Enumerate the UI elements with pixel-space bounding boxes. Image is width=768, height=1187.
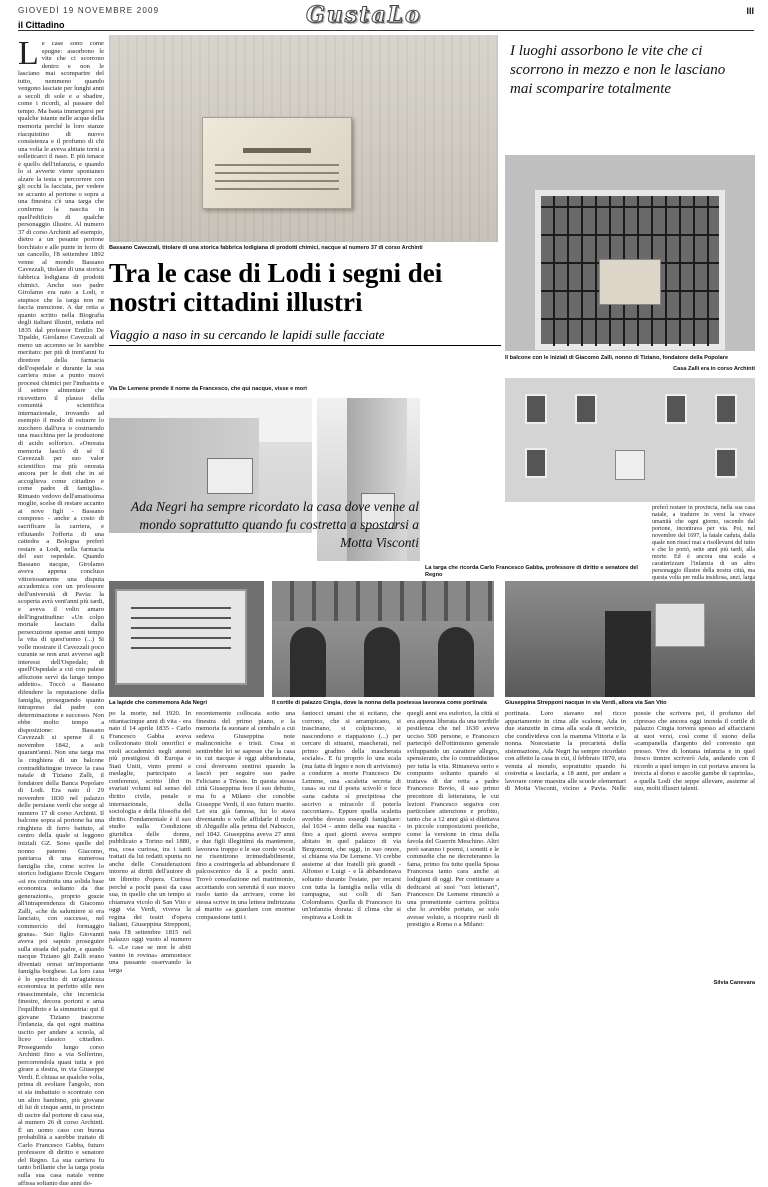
caption-zalli-balcony: Il balcone con le iniziali di Giacomo Zalli, nonno di Tiziano, fondatore della Popolare [505, 355, 729, 361]
caption-casa-zalli: Casa Zalli era in corso Archinti [673, 366, 755, 372]
page-number: III [746, 6, 754, 16]
caption-palazzo-cingia: Il cortile di palazzo Cingia, dove la nonna della poetessa lavorava come portinaia [272, 700, 487, 706]
pullquote-middle: Ada Negri ha sempre ricordato la casa dove venne al mondo soprattutto quando fu costretta a spostarsi a Motta Visconti [130, 499, 419, 550]
caption-ada-negri-plaque: La lapide che commemora Ada Negri [109, 700, 208, 706]
photo-zalli-balcony [505, 155, 755, 351]
column-6b: portinaia. Loro stavano nel ricco appartamento in cima alle scalone, Ada in due stanzette in cima alla scala di servizio, che condivideva con la mamma Vittoria e la nonna. Nonostante la precarietà della sistemazione, Ada Negri ha sempre ricordato con affetto la casa in cui, il febbraio 1870, era venuta al mondo, soprattutto quando fu costretta a lasciarla, a 18 anni, per andare a lavorare come maestra alle scuole elementari di Motta Visconti, vicino a Pavia. Nelle poesie che scrivera poi, il profumo del cipresso che ancora oggi inonda il cortile di palazzo Cingia torverà spesso ad affacciarsi ai suoi versi, così come il suono della «campanella d'argento del convento qui presso. Vive di lontana infanzia e in quel fresco tinnire scriverò Ada, andando con il ricordo a quel tempo in cui portava ancora la treccia al dorso e ascolte gambe di capriola», a quella Lodi che seppe allevare, assieme al suo, molti illustri talenti. [505, 710, 755, 793]
issue-date: GIOVEDÌ 19 NOVEMBRE 2009 [18, 6, 160, 15]
article-author: Silvia Canevara [713, 980, 755, 986]
header-rule [18, 30, 754, 31]
photo-casa-zalli [505, 378, 755, 502]
caption-gabba: La targa che ricorda Carlo Francesco Gabba, professore di diritto e senatore del Regno [425, 565, 638, 578]
article-subheadline: Viaggio a naso in su cercando le lapidi sulle facciate [109, 327, 501, 346]
column-3: recentemente collocata sotto una finestra del primo piano, e la memoria fa suonare al cembalo a cui sedeva Giuseppina note malinconiche e tristi. Cosa si sentirebbe lei se sapesse che la casa in cui nacque è oggi abbandonata, così dovevano sentirsi quando la lasciò per seguire suo padre Feliciano a Trieste. In questa stessa città Giuseppina fece il suo debutto, ma fu a Milano che conobbe Giuseppe Verdi, il suo futuro marito. Lei era già famosa, lui lo stava diventando e volle affidarle il ruolo di Abigaille alla prima del Nabucco, nel 1842. Giuseppina aveva 27 anni e due figli illegittimi da mantenere, lavorava troppo e le sue corde vocali ne risentirono irrimediabilmente, fino a costringerla ad abbandonare il palcoscenico da lì a pochi anni. Trovò consolazione nel matrimonio, accettando con serenità il suo nuovo ruolo tanto da arrivare, come lei stessa scrive in una lettera indirizzata al marito «a guardare con enorme compassione tutti i [196, 710, 295, 921]
caption-de-lemene: Via De Lemene prende il nome da Francesco, che qui nacque, visse e morì [109, 386, 307, 392]
column-4: fantocci umani che si ecitano, che corrono, che si arrampicano, si trascinano, si colpiscono, si nascondono e riappaiono (...) per cercare di situarsi, mascherati, nel primo gradino della mascherata sociale». E fu proprio lo una scala (ma fatta di legno e non di arrivismo) a condurre a morte Francesco De Lemene, una «scaletta secreta di casa» su cui il poeta scivolò e fece «una caduta sì precipitosa che ascrivo a miracolo il poterla raccontare». Eppure quella scaletta avrebbe dovuto essergli famigliare: dal 1634 - anno della sua nascita - fino a quei giorni aveva sempre abitato in quel palazzo di via Bergonzoni, che oggi, in suo onore, si chiama via De Lemene. Vi crebbe assieme ai due fratelli più grandi - Alfonso e Luigi - e là abbandonava soltanto durante l'estate, per recarsi con tutta la famiglia nella villa di campagna, sui colli di San Colombano. Quella di Francesco fu un'infanzia dorata: il clima che si respirava a Lodi in [302, 710, 401, 921]
caption-cavezzali: Bassano Cavezzali, titolare di una storica fabbrica lodigiana di prodotti chimici, nacque al numero 37 di corso Archinti [109, 245, 423, 251]
column-2: po la morte, nel 1920. In ottantacinque anni di vita - era nato il 14 aprile 1835 - Carlo Francesco Gabba aveva collezionato titoli onorifici e ruoli accademici negli atenei più prestigiosi di Europa e Stati Uniti, vinto premi e medaglie, partecipato a conferenze, scritto libri in svariati volumi sul senso del diritto civile, penale e internazionale, della sociologia e della filosofia del diritto. Fondamentale è il suo studio sulla Condizione giuridica delle donne, pubblicato a Torino nel 1880, ma, cosa curiosa, tra i tanti trattati da lui redatti spunta no anche delle Considerazioni intorno ai diritti dell'autore di un libretto d'opera. Curiosa perché a pochi passi da casa sua, in quello che un tempo si chiamava vicolo di San Vito e oggi via Verdi, viveva la regina dei teatri d'opera italiani, Giuseppina Strepponi, nata l'8 settembre 1815 nel palazzo oggi vuoto al numero 6. «Le case se non le abiti vanno in rovina» ammonisce una passante osservando la targa [109, 710, 191, 974]
column-5: quegli anni era euforico, la città si era appena liberata da una terribile pestilenza che nel 1630 aveva ucciso 500 persone, e Francesco partecipò dell'ottimismo generale sviluppando un carattere allegro, spensierato, che lo contraddistinse per tutta la vita. Rimaneva serio e compunto soltanto quando si trattava di dar retta a padre Francesco Bovio, il suo primo precettore di letteratura, le cui lezioni Francesco seguiva con particolare attenzione e profitto, tanto che a 12 anni già si dilettava in piccole composizioni poetiche, come la versione in rima della favola del Guerrin Meschino. Altri però saranno i poemi, i sonetti e le commedie che ne decreteranno la fama, primo fra tutte quella Sposa Francesca tanto cara anche ai lodigiani di oggi. Per continuare a dedicarsi ai suoi "ozi letterari", Francesco De Lemene rinunciò a una promettente carriera politica che lo avrebbe portato, se solo avesse voluto, a ricoprire ruoli di prestigio a Roma o a Milano: [407, 710, 499, 929]
photo-strepponi-house [505, 581, 755, 697]
section-name: il Cittadino [18, 20, 65, 30]
column-6a: preferì restare in provincia, nella sua casa natale, a tradurre in versi la vivace umanità che ogni giorno, uscendo dal portone, incontrava per via. Poi, nel novembre del 1697, la fatale caduta, dalla quale non riuscì mai a risollevarsi del tutto e che lo portò, sette anni più tardi, alla morte. Ed è ancora una scala a caratterizzare l'infanzia di un altro personaggio illustre della nostra città, ma questa volta per nulla insidiosa, anzi, larga [652, 505, 755, 581]
photo-cavezzali-plaque [109, 35, 498, 242]
caption-strepponi: Giuseppina Strepponi nacque in via Verdi, allora via San Vito [505, 700, 667, 706]
article-headline: Tra le case di Lodi i segni dei nostri cittadini illustri [109, 258, 443, 317]
column-1-text: e case sono come spugne: assorbono le vite che ci scorrono dentro e non le lasciano mai scomparire del tutto, nemmeno quando vengono lasciate per lunghi anni a secoli di sole e a sbadire, come i ricordi, al passare del tempo. Ma basta immergersi per qualche istante nelle acque della memoria perché le loro stanze riacquistino di nuovo consistenza e il profumo di chi una volta le aveva abitate torni a solleticarci il naso. E più tenace è quello dell'infanzia, e quando lo si avverte viene spontaneo alzare la testa e percorrere con gli occhi la facciata, per vedere se accanto al portone o sopra a una finestra c'è una targa che conferma la nascita in quell'edificio di qualche personaggio illustre. Al numero 37 di corso Archinti ad esempio, dietro a un pesante portone borchiato e alle punte in ferro di un cancello, l'8 settembre 1892 venne al mondo Bassano Cavezzali, titolare di una storica fabbrica lodigiana di prodotti chimici. Anche suo padre Girolamo era nato a Lodi, e stupisce che la targa non ne faccia menzione. A dar retta a quanto scritto nella Biografia degli italiani illustri, redatta nel 1835 dal professor Emilio De Tipaldo, Girolamo Cavezzali al meno un accenno se lo sarebbe meritato: per più di trent'anni fu direttore della farmacia dell'ospedale e durante la sua carriera mise a punto nuovi processi chimici per l'industria e il settore alimentare che ricevettero il plauso della comunità scientifica internazionale, trovando ad esempio il modo di estrarre lo zucchero dall'uva o costruendo una macchina per la produzione di acido solforico. «Onorata memoria lasciò di sé il Cavezzali per suo valor scientifico ma più onorata ancora per le doti che in sé accoglieva come cittadino e come padre di famiglia». Rimasto vedovo dell'amatissima moglie, scelse di restare accanto ai nove figli - Bassano compreso - anche a costo di sacrificare la carriera, e rifiutando l'offerta di una cattedra a Bologna preferì restare a Lodi, nella farmacia del suo ospedale. Quando Bassano nacque, Girolamo aveva appena concluso vittoriosamente una disputa accademica con un professore dell'università di Pavia: la scoperta avrà vent'anni più tardi, e aveva il volto amaro dell'ingratitudine: «Un colpo mortale lasciato dalla persecuzione spense anni tempo la vita di quest'uomo (...) Si volle mostrare il Cavezzali poco curante se non anzi avverso agli interessi dell'Ospedale; di quell'Ospedale a cui con palese affezione servì da lungo tempo addetto». Toccò a Bassano difendere la reputazione della famiglia, proseguendo quanto intrapreso dal padre con determinazione e successo. Non ebbe molto tempo a disposizione: Bassano Cavezzali si spense il 6 novembre 1842, a soli quarant'anni. Non una targa ma la ringhiera di un balcone contraddistingue invece la casa natale di Tiziano Zalli, il fondatore della Banca Popolare di Lodi. Era nato il 29 novembre 1830 nel palazzo delle persiane verdi che sorge al numero 17 di corso Archinti. Il balcone sopra al portone ha una ringhiera di ferro battuto, al centro della quale si leggono iniziali GZ. Sono quelle del nonno paterno Giacomo, patriarca di una numerosa famiglia che, come scrive lo storico lodigiano Ercole Ongaro «si era costruita una solida base economica soltanto da due generazioni», proprio grazie all'intraprendenza di Giacomo Zalli, «che da salumiere si era lanciato, con successo, nel commercio del formaggio grana». Suo figlio Giovanni aveva poi saputo proseguire sulla strada del padre, e quando nacque Tiziano gli Zalli erano diventati ormai un'importante famiglia borghese. La loro casa è lo specchio di un'agiatezza economica in perfetto stile neo rinascimentale, che incornicia finestre, decora portoni e ama l'equilibrio e la simmetria: qui il giovane Tiziano trascorse l'infanzia, da qui ogni mattina uscito per andare a scuola, al liceo classico cittadino. Proseguendo lungo corso Archinti fino a via Solferino, percorrendola quasi tutta e poi girare a destra, in via Giuseppe Verdi. È chiusa se qualche volta, prima di svoltare l'angolo, non si sia imbattuto o scontrato con un altro bambino, più giovane di lui di cinque anni, in procinto di uscire dal portone di casa sua, al numero 26 di corso Archinti. È un uomo caso con buona probabilità a sarebbe trattato di Carlo Francesco Gabba, futuro professore di diritto e senatore del Regno. La sua carriera fu tanto brillante che la targa posta sulla sua casa natale venne affissa soltanto due anni do- [18, 40, 104, 1187]
pullquote-top: I luoghi assorbono le vite che ci scorrono in mezzo e non le lasciano mai scomparire totalmente [510, 43, 726, 97]
drop-cap: L [18, 35, 39, 72]
section-logo: GustaLo [306, 2, 422, 28]
column-1 [18, 35, 104, 1187]
photo-palazzo-cingia [272, 581, 494, 697]
photo-ada-negri-plaque [109, 581, 264, 697]
